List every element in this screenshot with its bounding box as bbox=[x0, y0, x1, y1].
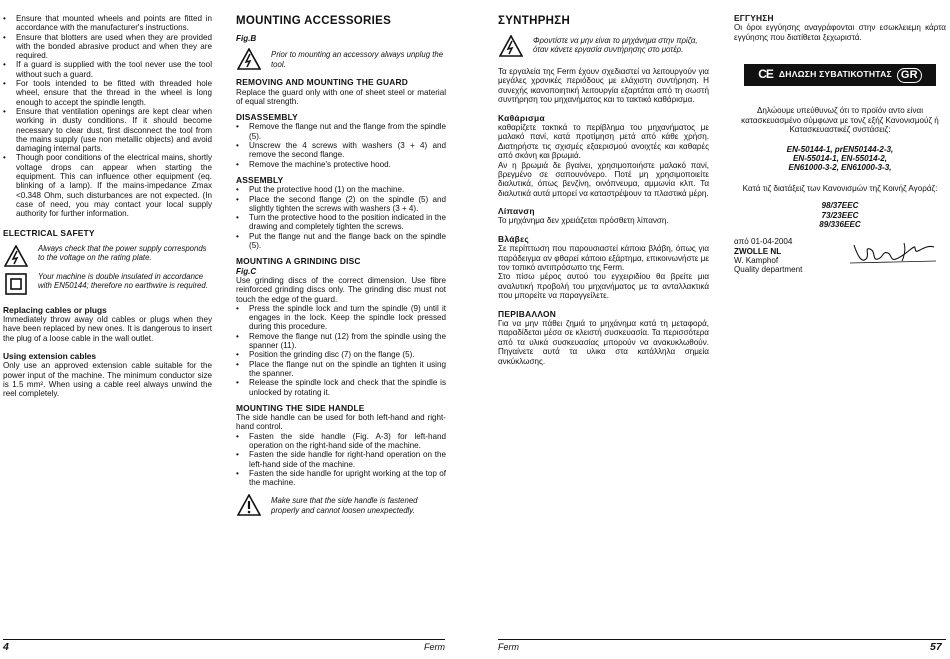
grinding-disc-list bbox=[236, 304, 446, 397]
declaration-text: Δηλώουμε υπεύθυνωζ ότι το προϊόν αντο είναι κατασκευασμένο σύμφωνα με τονζ εξήζ Κανονισμούζ ή Κατασκευαστικέζ σνστάσειζ: bbox=[741, 106, 939, 135]
side-handle-heading: MOUNTING THE SIDE HANDLE bbox=[236, 402, 365, 413]
warranty-text: Οι όροι εγγύησης αναγράφονται στην εσωκλειεμη κάρτα εγγύησης που διατίθεται ξεχωριστά. bbox=[734, 23, 946, 42]
declaration-date: από 01-04-2004 bbox=[734, 237, 793, 247]
footer-rule-right bbox=[498, 639, 946, 640]
page-number-right: 57 bbox=[930, 641, 942, 653]
cleaning-text-1: καθαρίζετε τακτικά το περίβλημα του μηχανήματος με μαλακό πανί, κατά προτίμηση μετά από κάθε χρήση. Διατηρήστε τις σχισμές εξαερισμού ανοιχτές και καθαρές από σκόνη και βρωμιά. bbox=[498, 122, 709, 161]
disassembly-heading: DISASSEMBLY bbox=[236, 112, 298, 123]
list-item: • Turn the protective hood to the position indicated in the drawing and completely tighten the screws. bbox=[236, 213, 446, 232]
side-handle-list bbox=[236, 432, 446, 488]
voltage-note bbox=[3, 244, 212, 268]
environment-text: Για να μην πάθει ζημιά το μηχάνημα κατά τη μεταφορά, παραδίδεται μέσα σε κλειστή συσκευασία. Τα περισσότερα από τα υλικά συσκευασίας μπορούν να ανακυκλωθούν. Πηγαίνετε αυτά τα υλικα στα κατάλληλα σημεία ανκύκλωσης. bbox=[498, 318, 709, 366]
standard-line: EN61000-3-2, EN61000-3-3, bbox=[788, 163, 892, 173]
signer-department: Quality department bbox=[734, 265, 803, 275]
list-item: • Remove the machine's protective hood. bbox=[236, 160, 446, 169]
list-item: • Remove the flange nut (12) from the spindle using the spanner (11). bbox=[236, 332, 446, 351]
ce-declaration-title: ΔΗΛΩΣΗ ΣΥΒΑΤΙΚΟΤΗΤΑΣ bbox=[778, 69, 892, 80]
list-item: • Ensure that ventilation openings are kept clear when working in dusty conditions. If it should become necessary to clear dust, first disconnect the tool from the mains supply (use non metallic objects) and avoid damaging internal parts. bbox=[3, 107, 212, 153]
voltage-note-text: Always check that the power supply corresponds to the voltage on the rating plate. bbox=[38, 243, 207, 263]
list-item: • Put the flange nut and the flange back on the spindle (5). bbox=[236, 232, 446, 251]
lubrication-text: Το μηχάνημα δεν χρειάζεται πρόσθετη λίπανση. bbox=[498, 216, 669, 226]
insulation-note-text: Your machine is double insulated in accordance with EN50144; therefore no earthwire is required. bbox=[38, 271, 208, 291]
assembly-list bbox=[236, 185, 446, 250]
list-item: • Remove the flange nut and the flange from the spindle (5). bbox=[236, 122, 446, 141]
warning-lightning-icon bbox=[236, 47, 262, 71]
list-item: • Fasten the side handle for right-hand operation on the left-hand side of the machine. bbox=[236, 450, 446, 469]
unplug-note-text: Prior to mounting an accessory always unplug the tool. bbox=[271, 50, 444, 69]
list-item: • Press the spindle lock and turn the spindle (9) until it engages in the lock. Keep the spindle lock pressed during this procedure. bbox=[236, 304, 446, 332]
fig-c-label: Fig.C bbox=[236, 266, 257, 276]
directives-list bbox=[734, 201, 946, 229]
faults-text-2: Στο πίσω μέρος αυτού του εγχειριδίου θα βρείτε μια αναλυτική προβολή του μηχανήματος με τα ανταλλακτικά που μπορείτε να παραγγείλετε. bbox=[498, 272, 709, 301]
ce-mark-icon: CE bbox=[758, 67, 773, 82]
fig-b-label: Fig.B bbox=[236, 34, 257, 43]
list-item: • Place the second flange (2) on the spindle (5) and slightly tighten the screws with washers (3 + 4). bbox=[236, 195, 446, 214]
unplug-note bbox=[236, 47, 446, 71]
warning-lightning-icon bbox=[498, 34, 524, 58]
guard-heading: REMOVING AND MOUNTING THE GUARD bbox=[236, 77, 408, 88]
side-handle-note bbox=[236, 493, 446, 517]
safety-bullets bbox=[3, 14, 212, 219]
guard-text: Replace the guard only with one of sheet steel or material of equal strength. bbox=[236, 87, 446, 106]
list-item: • For tools intended to be fitted with threaded hole wheel, ensure that the thread in the wheel is long enough to accept the spindle length. bbox=[3, 79, 212, 107]
declaration-city: ZWOLLE NL bbox=[734, 246, 782, 256]
signer-name: W. Kamphof bbox=[734, 255, 779, 265]
disassembly-list bbox=[236, 122, 446, 168]
cleaning-heading: Καθάρισμα bbox=[498, 112, 545, 123]
faults-text-1: Σε περίπτωση που παρουσιαστεί κάποια βλάβη, όπως για παράδειγμα αν φθαρεί κάποιο εξάρτημα, επικοινωνήστε με τον τοπικό αντιπρόσωπο της Ferm. bbox=[498, 244, 709, 272]
maintenance-note-text: Φροντίστε να μην είναι το μηχάνημα στην πρίζα, όταν κάνετε εργασία συντήρησης στο μοτέρ. bbox=[533, 36, 698, 55]
country-code-badge: GR bbox=[897, 68, 922, 83]
replacing-cables-heading: Replacing cables or plugs bbox=[3, 304, 107, 315]
warranty-heading: ΕΓΓΥΗΣΗ bbox=[734, 13, 774, 23]
assembly-heading: ASSEMBLY bbox=[236, 174, 284, 185]
standard-line: EN-50144-1, prEN50144-2-3, bbox=[786, 144, 894, 154]
list-item: • Though poor conditions of the electrical mains, shortly voltage drops can appear when starting the equipment. This can influence other equipment (eq. blinking of a lamp). If the mains-impedance Zmax <0.348 Ohm, such disturbances are not expected. (In case of need, you may contact your local supply authority for further information. bbox=[3, 153, 212, 218]
column-maintenance-greek bbox=[498, 14, 709, 366]
handwritten-signature bbox=[844, 237, 944, 274]
directive-line: 73/23EEC bbox=[821, 210, 859, 220]
cleaning-text-2: Αν η βρωμιά δε βγαίνει, χρησιμοποιήστε μαλακό πανί, βρεγμένο σε σαπουνόνερο. Ποτέ μη χρησιμοποιείτε διαλυτικά, όπως βενζίνη, οινόπνευμα, αμμωνία κλπ. Τα διαλυτικά αυτά μπορεί να καταστρέψουν τα πλαστικά μέρη. bbox=[498, 160, 709, 198]
warning-lightning-icon bbox=[3, 244, 29, 268]
side-handle-note-text: Make sure that the side handle is fastened properly and cannot loosen unexpectedly. bbox=[271, 496, 418, 515]
signature-block bbox=[734, 237, 946, 274]
column-warranty-greek bbox=[734, 14, 946, 274]
extension-cables-heading: Using extension cables bbox=[3, 351, 97, 362]
maintenance-intro: Τα εργαλεία της Ferm έχουν σχεδιαστεί να λειτουργούν για μεγάλες χρονικές περιόδους με ελάχιστη συντήρηση. Η συνεχής ικανοποιητική λειτουργία εξαρτάται από τη σωστή συντήρηση του μηχανήματος και το τακτικό καθάρισμα. bbox=[498, 67, 709, 105]
double-insulation-icon bbox=[3, 272, 29, 296]
warning-exclamation-icon bbox=[236, 493, 262, 517]
directives-intro: Κατά τιζ διατάξειζ των Κανονισμών τηζ Κοινήζ Αγοράζ: bbox=[742, 183, 938, 193]
insulation-note bbox=[3, 272, 212, 296]
lubrication-heading: Λίπανση bbox=[498, 206, 535, 217]
maintenance-title: ΣΥΝΤΗΡΗΣΗ bbox=[498, 15, 571, 27]
footer-brand-left: Ferm bbox=[424, 642, 445, 652]
faults-heading: Βλάβες bbox=[498, 233, 529, 244]
list-item: • If a guard is supplied with the tool never use the tool without such a guard. bbox=[3, 60, 212, 79]
standard-line: EN-55014-1, EN-55014-2, bbox=[792, 154, 888, 164]
grinding-disc-text: Use grinding discs of the correct dimension. Use fibre reinforced grinding discs only. The grinding disc must not touch the edge of the guard. bbox=[236, 275, 446, 304]
list-item: • Fasten the side handle for upright working at the top of the machine. bbox=[236, 469, 446, 488]
footer-brand-right: Ferm bbox=[498, 642, 519, 652]
replacing-cables-text: Immediately throw away old cables or plugs when they have been replaced by new ones. It is dangerous to insert the plug of a loose cable in the wall outlet. bbox=[3, 315, 212, 343]
column-mounting bbox=[236, 14, 446, 521]
list-item: • Unscrew the 4 screws with washers (3 + 4) and remove the second flange. bbox=[236, 141, 446, 160]
list-item: • Fasten the side handle (Fig. A-3) for left-hand operation on the right-hand side of the machine. bbox=[236, 432, 446, 451]
list-item: • Place the flange nut on the spindle an tighten it using the spanner. bbox=[236, 360, 446, 379]
electrical-safety-heading: ELECTRICAL SAFETY bbox=[3, 227, 95, 238]
list-item: • Position the grinding disc (7) on the flange (5). bbox=[236, 350, 446, 359]
maintenance-unplug-note bbox=[498, 34, 709, 58]
environment-heading: ΠΕΡΙΒΑΛΛΟΝ bbox=[498, 308, 557, 319]
grinding-disc-heading: MOUNTING A GRINDING DISC bbox=[236, 256, 361, 267]
list-item: • Ensure that mounted wheels and points are fitted in accordance with the manufacturer's instructions. bbox=[3, 14, 212, 33]
directive-line: 98/37EEC bbox=[821, 201, 859, 211]
list-item: • Put the protective hood (1) on the machine. bbox=[236, 185, 446, 194]
list-item: • Ensure that blotters are used when they are provided with the bonded abrasive product and when they are required. bbox=[3, 33, 212, 61]
mounting-accessories-title: MOUNTING ACCESSORIES bbox=[236, 15, 392, 27]
column-safety bbox=[3, 14, 212, 399]
ce-declaration-banner bbox=[744, 64, 936, 86]
page-number-left: 4 bbox=[3, 641, 9, 653]
side-handle-text: The side handle can be used for both left-hand and right-hand control. bbox=[236, 413, 446, 432]
standards-list bbox=[734, 145, 946, 173]
extension-cables-text: Only use an approved extension cable suitable for the power input of the machine. The minimum conductor size is 1.5 mm². When using a cable reel always unwind the reel completely. bbox=[3, 361, 212, 399]
list-item: • Release the spindle lock and check that the spindle is unlocked by rotating it. bbox=[236, 378, 446, 397]
directive-line: 89/336EEC bbox=[819, 219, 861, 229]
footer-rule-left bbox=[3, 639, 445, 640]
